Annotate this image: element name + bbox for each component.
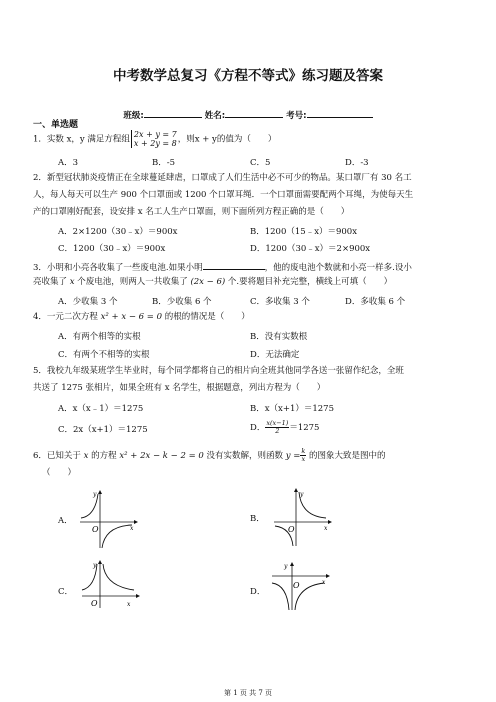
q3-option-b: B．少收集 6 个 [152,297,212,307]
name-label: 姓名: [204,111,226,121]
q3-line2-end: 个.要将题目补充完整，横线上可填（ ） [227,277,393,287]
x-axis-arrow [326,574,330,578]
q5-option-d-letter: D． [250,423,266,433]
origin-label: O [91,599,98,608]
q3-line-2 [33,277,392,288]
q5-fraction-denominator: 2 [275,427,280,435]
q4-option-d: D．无法确定 [250,350,300,360]
q4-option-b: B．没有实数根 [250,332,308,342]
q2-line-2: 人，每人每天可以生产 900 个口罩面或 1200 个口罩耳绳．一个口罩面需要配两个耳绳，为使每天生 [33,190,414,200]
q6-graph-c-label: C． [58,587,74,597]
q2-option-d: D．1200（30﹣x）＝2×900x [250,244,371,254]
id-blank [307,108,373,118]
q1-stem-end: ，则x + y的值为（ ） [177,134,277,145]
q3-line1-end: ，他的废电池个数就和小亮一样多.设小 [264,263,412,273]
q6-func-denominator: x [301,455,306,463]
q3-variable: x [69,277,75,287]
q6-func-numerator: k [301,447,306,455]
q3-option-d: D．多收集 6 个 [345,297,406,307]
class-blank [144,108,202,118]
y-axis-label: y [93,562,97,569]
q2-option-b: B．1200（15﹣x）＝900x [250,227,358,237]
q6-function-lhs: y = [285,451,301,461]
q5-option-a: A．x（x﹣1）＝1275 [58,404,144,414]
q1-equation-system [131,130,177,148]
q2-line-3: 产的口罩刚好配套，设安排 x 名工人生产口罩面，则下面所列方程正确的是（ ） [33,207,350,217]
q6-function-fraction [300,448,306,463]
q4-option-a: A．有两个相等的实根 [58,332,141,342]
q6-graph-a-label: A． [58,516,73,526]
q5-option-b: B．x（x+1）＝1275 [250,404,334,414]
q6-graph-d-label: D． [250,587,266,597]
question-4 [33,312,250,323]
q5-option-d-fraction [265,420,289,435]
q1-option-b: B．-5 [152,158,176,168]
x-axis-arrow [136,594,140,598]
y-axis-label: y [300,491,304,498]
q1-eq1: 2x + y = 7 [133,130,177,139]
y-axis-label: y [93,491,97,498]
q2-line-1: 2．新型冠状肺炎疫情正在全球蔓延肆虐，口罩成了人们生活中必不可少的物品。某口罩厂有 30 名工 [33,173,412,183]
q1-eq2: x + 2y = 8 [133,139,177,148]
q1-option-d: D．-3 [345,158,369,168]
origin-label: O [92,525,99,534]
q3-fill-blank [203,260,265,270]
page-title: 中考数学总复习《方程不等式》练习题及答案 [113,68,383,84]
x-axis-label: x [324,525,328,532]
q6-answer-paren: （ ） [42,468,77,478]
q3-option-c: C．多收集 3 个 [250,297,310,307]
q6-stem-start: 6．已知关于 [33,451,81,461]
curve-branch-right [103,564,134,590]
q3-option-a: A．少收集 3 个 [58,297,118,307]
class-label: 班级: [123,111,144,121]
q1-option-c: C．5 [250,158,271,168]
q3-expression: (2x − 6) [190,277,226,287]
q5-option-d-tail: ＝1275 [289,423,320,433]
curve-branch-left [272,583,289,610]
q1-option-a: A．3 [58,158,79,168]
origin-label: O [293,581,300,590]
page-footer: 第 1 页 共 7 页 [223,689,273,697]
q6-graph-c [80,560,140,610]
q6-stem-mid: 的方程 [91,451,117,461]
q6-equation: x² + 2x − k − 2 = 0 [119,451,204,461]
q5-line-1: 5．我校九年级某班学生毕业时，每个同学都将自己的相片向全班其他同学各送一张留作纪念，全班 [33,366,404,376]
id-label: 考号: [286,111,307,121]
question-6 [33,448,386,463]
q5-line-2: 共送了 1275 张相片，如果全班有 x 名学生，根据题意，列出方程为（ ） [33,383,326,393]
section-heading: 一、单选题 [33,120,79,130]
y-axis-arrow [294,488,298,492]
q6-variable: x [83,451,89,461]
q6-graph-d [270,562,330,612]
q5-option-d [250,420,319,435]
y-axis-label: y [284,563,288,570]
y-axis-arrow [98,560,102,564]
q4-stem-end: 的根的情况是（ ） [164,312,250,322]
q6-stem-mid2: 没有实数解，则函数 [206,451,284,461]
q5-fraction-numerator: x(x−1) [266,419,289,427]
y-axis-arrow [98,490,102,494]
x-axis-label: x [322,579,326,586]
q4-option-c: C．有两个不相等的实根 [58,350,150,360]
q2-option-a: A．2×1200（30﹣x）＝900x [58,227,178,237]
q4-equation: x² + x − 6 = 0 [100,312,163,322]
x-axis-arrow [134,520,138,524]
q4-stem-start: 4．一元二次方程 [33,312,98,322]
q1-stem-start: 1．实数 x，y 满足方程组 [33,134,130,145]
q6-stem-end: 的图象大致是图中的 [309,451,386,461]
q6-graph-b [272,488,332,548]
x-axis-label: x [127,601,131,608]
q3-line-1 [33,260,412,274]
q2-option-c: C．1200（30﹣x）＝900x [58,244,166,254]
q3-line1-start: 3．小明和小亮各收集了一些废电池.如果小明 [33,263,203,273]
q6-graph-b-label: B． [250,514,265,524]
curve-branch-right [102,525,132,548]
q3-line2-start: 亮收集了 [33,277,68,287]
q6-graph-a [78,490,138,550]
name-blank [225,108,283,118]
q3-line2-mid: 个废电池，则两人一共收集了 [77,277,188,287]
q5-option-c: C．2x（x+1）＝1275 [58,425,148,435]
question-1 [33,130,276,148]
x-axis-arrow [328,520,332,524]
x-axis-label: x [130,525,134,532]
origin-label: O [288,525,295,534]
y-axis-arrow [290,562,294,566]
